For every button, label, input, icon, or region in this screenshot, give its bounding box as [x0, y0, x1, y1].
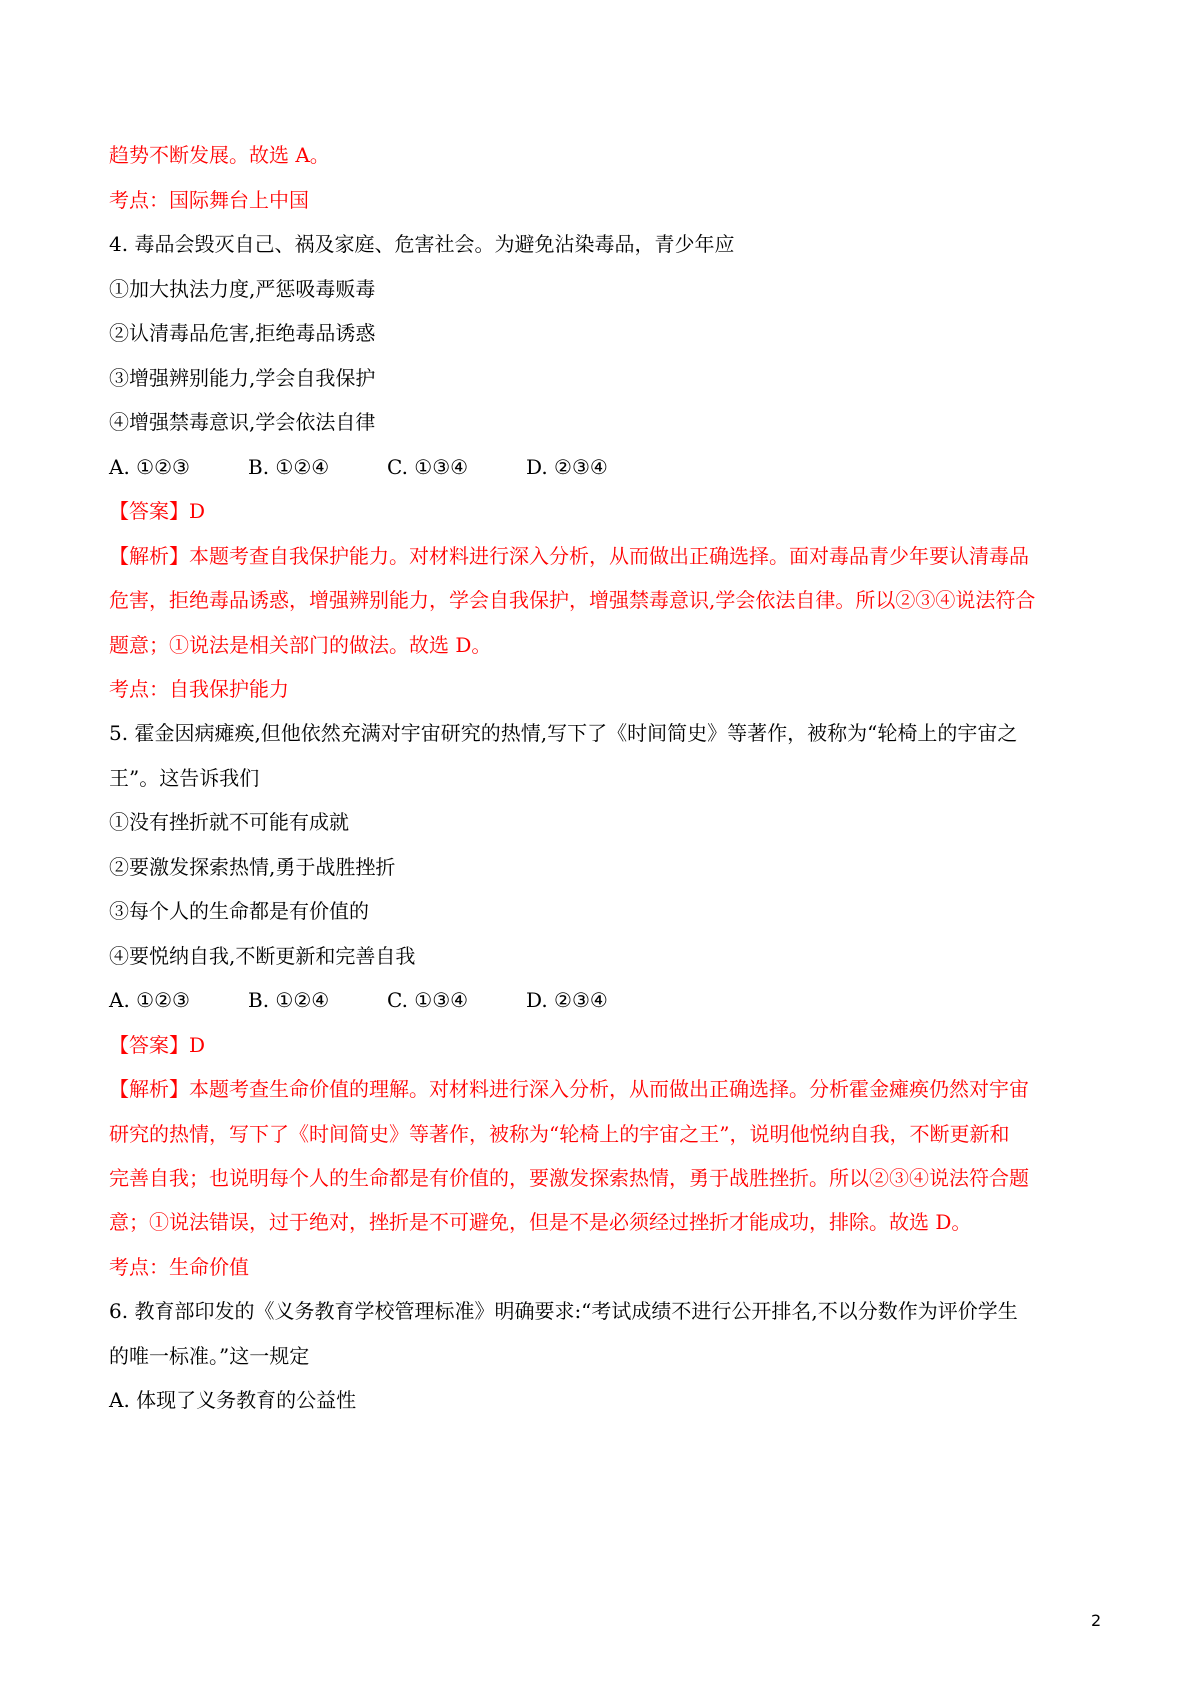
question-5-explanation-2: 研究的热情，写下了《时间简史》等著作，被称为“轮椅上的宇宙之王”，说明他悦纳自我，不断更新和: [109, 1122, 1010, 1146]
question-4-stem: 4. 毒品会毁灭自己、祸及家庭、危害社会。为避免沾染毒品，青少年应: [109, 232, 735, 256]
question-5-option-1: ①没有挫折就不可能有成就: [109, 810, 349, 834]
question-5-explanation-4: 意；①说法错误，过于绝对，挫折是不可避免，但是不是必须经过挫折才能成功，排除。故选 D。: [109, 1210, 972, 1234]
question-4-choice-d: D. ②③④: [526, 455, 608, 479]
question-5-option-4: ④要悦纳自我,不断更新和完善自我: [109, 944, 416, 968]
question-4-option-2: ②认清毒品危害,拒绝毒品诱惑: [109, 321, 376, 345]
question-5-choice-d: D. ②③④: [526, 988, 608, 1012]
question-4-choice-a: A. ①②③: [109, 455, 190, 479]
question-4-explanation-2: 危害，拒绝毒品诱惑，增强辨别能力，学会自我保护，增强禁毒意识,学会依法自律。所以②③④说法符合: [109, 588, 1036, 612]
question-6-option-a: A. 体现了义务教育的公益性: [109, 1388, 357, 1412]
question-5-explanation-1: 【解析】本题考查生命价值的理解。对材料进行深入分析，从而做出正确选择。分析霍金瘫痪仍然对宇宙: [109, 1077, 1029, 1101]
question-4-answer: [109, 497, 205, 525]
question-5-option-3: ③每个人的生命都是有价值的: [109, 899, 369, 923]
question-5-choice-a: A. ①②③: [109, 988, 190, 1012]
question-5-stem-2: 王”。这告诉我们: [109, 766, 260, 790]
question-5-answer: [109, 1031, 205, 1059]
question-6-stem-2: 的唯一标准。”这一规定: [109, 1344, 310, 1368]
question-5-stem-1: 5. 霍金因病瘫痪,但他依然充满对宇宙研究的热情,写下了《时间简史》等著作，被称为“轮椅上的宇宙之: [109, 721, 1018, 745]
answer-value: D: [189, 1033, 206, 1057]
answer-value: D: [189, 499, 206, 523]
prev-key-point: 考点：国际舞台上中国: [109, 188, 309, 212]
question-5-option-2: ②要激发探索热情,勇于战胜挫折: [109, 855, 396, 879]
page-number: 2: [1091, 1611, 1102, 1630]
question-4-explanation-3: 题意；①说法是相关部门的做法。故选 D。: [109, 633, 492, 657]
question-5-explanation-3: 完善自我；也说明每个人的生命都是有价值的，要激发探索热情，勇于战胜挫折。所以②③④说法符合题: [109, 1166, 1029, 1190]
answer-tag: 【答案】: [109, 1033, 189, 1057]
question-4-choice-b: B. ①②④: [248, 455, 330, 479]
question-4-choice-c: C. ①③④: [387, 455, 469, 479]
question-4-explanation-1: 【解析】本题考查自我保护能力。对材料进行深入分析，从而做出正确选择。面对毒品青少年要认清毒品: [109, 544, 1029, 568]
prev-explanation-end: 趋势不断发展。故选 A。: [109, 143, 330, 167]
question-5-choice-c: C. ①③④: [387, 988, 469, 1012]
question-5-key-point: 考点：生命价值: [109, 1255, 249, 1279]
question-5-choice-b: B. ①②④: [248, 988, 330, 1012]
question-4-option-3: ③增强辨别能力,学会自我保护: [109, 366, 376, 390]
question-5-choices: [109, 986, 665, 1014]
question-4-option-4: ④增强禁毒意识,学会依法自律: [109, 410, 376, 434]
answer-tag: 【答案】: [109, 499, 189, 523]
question-4-option-1: ①加大执法力度,严惩吸毒贩毒: [109, 277, 376, 301]
question-4-choices: [109, 453, 665, 481]
question-4-key-point: 考点：自我保护能力: [109, 677, 289, 701]
question-6-stem-1: 6. 教育部印发的《义务教育学校管理标准》明确要求:“考试成绩不进行公开排名,不以分数作为评价学生: [109, 1299, 1018, 1323]
